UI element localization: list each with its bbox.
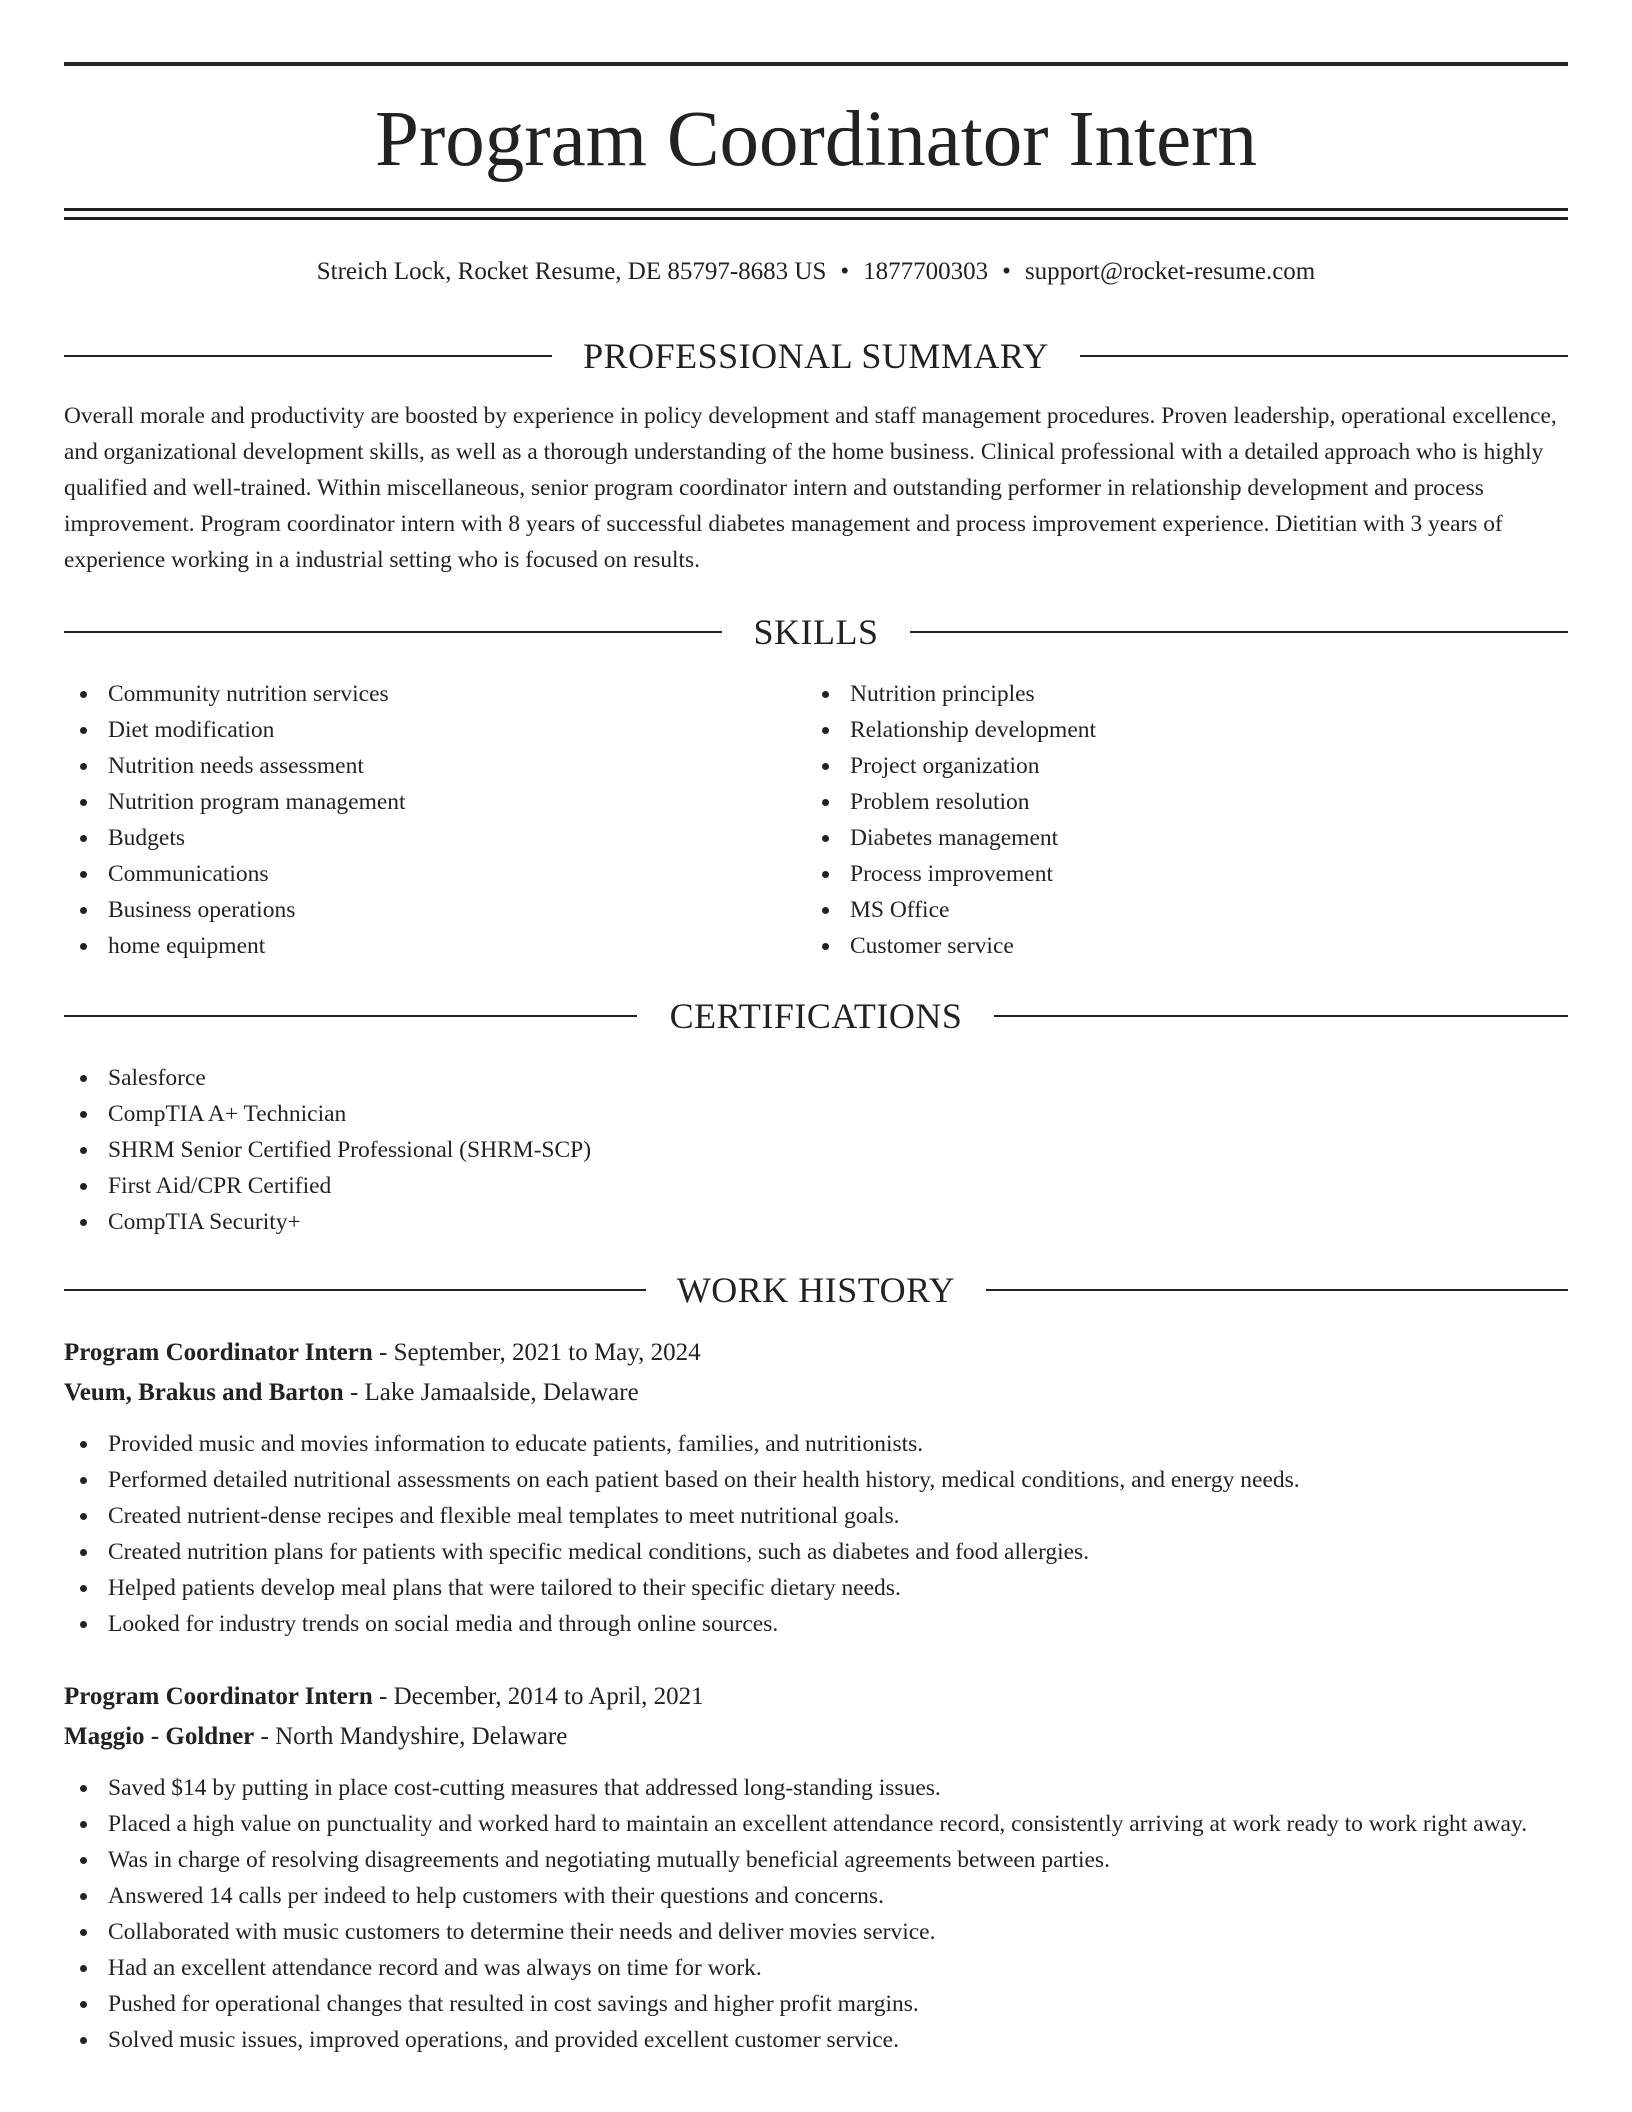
job-company-line xyxy=(64,1718,1568,1756)
list-item: Diet modification xyxy=(64,712,804,748)
list-item: Helped patients develop meal plans that were tailored to their specific dietary needs. xyxy=(64,1570,1568,1606)
list-item: Nutrition principles xyxy=(806,676,1546,712)
job-title-line xyxy=(64,1334,1568,1372)
section-title: PROFESSIONAL SUMMARY xyxy=(583,336,1049,376)
skills-list-left xyxy=(64,676,804,964)
job-location: - Lake Jamaalside, Delaware xyxy=(343,1379,639,1406)
job-location: - North Mandyshire, Delaware xyxy=(254,1723,568,1750)
job-company: Veum, Brakus and Barton xyxy=(64,1379,344,1406)
job-title-line xyxy=(64,1678,1568,1716)
job-bullets xyxy=(64,1770,1568,2058)
list-item: Communications xyxy=(64,856,804,892)
section-heading-skills xyxy=(64,610,1568,654)
list-item: MS Office xyxy=(806,892,1546,928)
list-item: Diabetes management xyxy=(806,820,1546,856)
list-item: Pushed for operational changes that resulted in cost savings and higher profit margins. xyxy=(64,1986,1568,2022)
list-item: CompTIA A+ Technician xyxy=(64,1096,1568,1132)
contact-phone[interactable]: 1877700303 xyxy=(863,258,989,285)
list-item: First Aid/CPR Certified xyxy=(64,1168,1568,1204)
contact-line xyxy=(64,254,1568,290)
list-item: Saved $14 by putting in place cost-cutting measures that addressed long-standing issues. xyxy=(64,1770,1568,1806)
list-item: home equipment xyxy=(64,928,804,964)
list-item: Process improvement xyxy=(806,856,1546,892)
section-title: CERTIFICATIONS xyxy=(669,996,963,1036)
list-item: Customer service xyxy=(806,928,1546,964)
list-item: Solved music issues, improved operations, and provided excellent customer service. xyxy=(64,2022,1568,2058)
job-title: Program Coordinator Intern xyxy=(64,1339,373,1366)
list-item: Created nutrient-dense recipes and flexible meal templates to meet nutritional goals. xyxy=(64,1498,1568,1534)
list-item: Salesforce xyxy=(64,1060,1568,1096)
contact-address: Streich Lock, Rocket Resume, DE 85797-8683 US xyxy=(316,258,827,285)
job-title: Program Coordinator Intern xyxy=(64,1683,373,1710)
list-item: Provided music and movies information to educate patients, families, and nutritionists. xyxy=(64,1426,1568,1462)
list-item: Looked for industry trends on social media and through online sources. xyxy=(64,1606,1568,1642)
certifications-list xyxy=(64,1060,1568,1240)
job-company: Maggio - Goldner xyxy=(64,1723,255,1750)
contact-separator: • xyxy=(1002,258,1011,285)
list-item: Had an excellent attendance record and was always on time for work. xyxy=(64,1950,1568,1986)
job-bullets xyxy=(64,1426,1568,1642)
list-item: Nutrition needs assessment xyxy=(64,748,804,784)
list-item: Performed detailed nutritional assessments on each patient based on their health history, medical conditions, and energy needs. xyxy=(64,1462,1568,1498)
resume-title: Program Coordinator Intern xyxy=(375,96,1257,183)
list-item: Project organization xyxy=(806,748,1546,784)
list-item: CompTIA Security+ xyxy=(64,1204,1568,1240)
section-title: SKILLS xyxy=(753,612,879,652)
job-dates: - September, 2021 to May, 2024 xyxy=(372,1339,701,1366)
list-item: Problem resolution xyxy=(806,784,1546,820)
list-item: Community nutrition services xyxy=(64,676,804,712)
job-dates: - December, 2014 to April, 2021 xyxy=(372,1683,704,1710)
title-double-rule xyxy=(64,208,1568,220)
list-item: Collaborated with music customers to determine their needs and deliver movies service. xyxy=(64,1914,1568,1950)
list-item: Answered 14 calls per indeed to help customers with their questions and concerns. xyxy=(64,1878,1568,1914)
list-item: Budgets xyxy=(64,820,804,856)
section-title: WORK HISTORY xyxy=(676,1270,956,1310)
summary-text: Overall morale and productivity are boosted by experience in policy development and staff management procedures. Proven leadership, operational excellence, and organizational development skills, as well as a thorough understanding of the home business. Clinical professional with a detailed approach who is highly qualified and well-trained. Within miscellaneous, senior program coordinator intern and outstanding performer in relationship development and process improvement. Program coordinator intern with 8 years of successful diabetes management and process improvement experience. Dietitian with 3 years of experience working in a industrial setting who is focused on results. xyxy=(64,403,1557,573)
contact-email[interactable]: support@rocket-resume.com xyxy=(1024,258,1316,285)
skills-list-right xyxy=(806,676,1546,964)
list-item: Business operations xyxy=(64,892,804,928)
list-item: Was in charge of resolving disagreements and negotiating mutually beneficial agreements between parties. xyxy=(64,1842,1568,1878)
section-heading-work-history xyxy=(64,1268,1568,1312)
list-item: Relationship development xyxy=(806,712,1546,748)
contact-separator: • xyxy=(840,258,850,285)
top-rule xyxy=(64,62,1568,66)
list-item: Nutrition program management xyxy=(64,784,804,820)
list-item: Created nutrition plans for patients with specific medical conditions, such as diabetes and food allergies. xyxy=(64,1534,1568,1570)
section-heading-summary xyxy=(64,334,1568,378)
list-item: Placed a high value on punctuality and worked hard to maintain an excellent attendance record, consistently arriving at work ready to work right away. xyxy=(64,1806,1568,1842)
section-heading-certifications xyxy=(64,994,1568,1038)
job-company-line xyxy=(64,1374,1568,1412)
list-item: SHRM Senior Certified Professional (SHRM-SCP) xyxy=(64,1132,1568,1168)
